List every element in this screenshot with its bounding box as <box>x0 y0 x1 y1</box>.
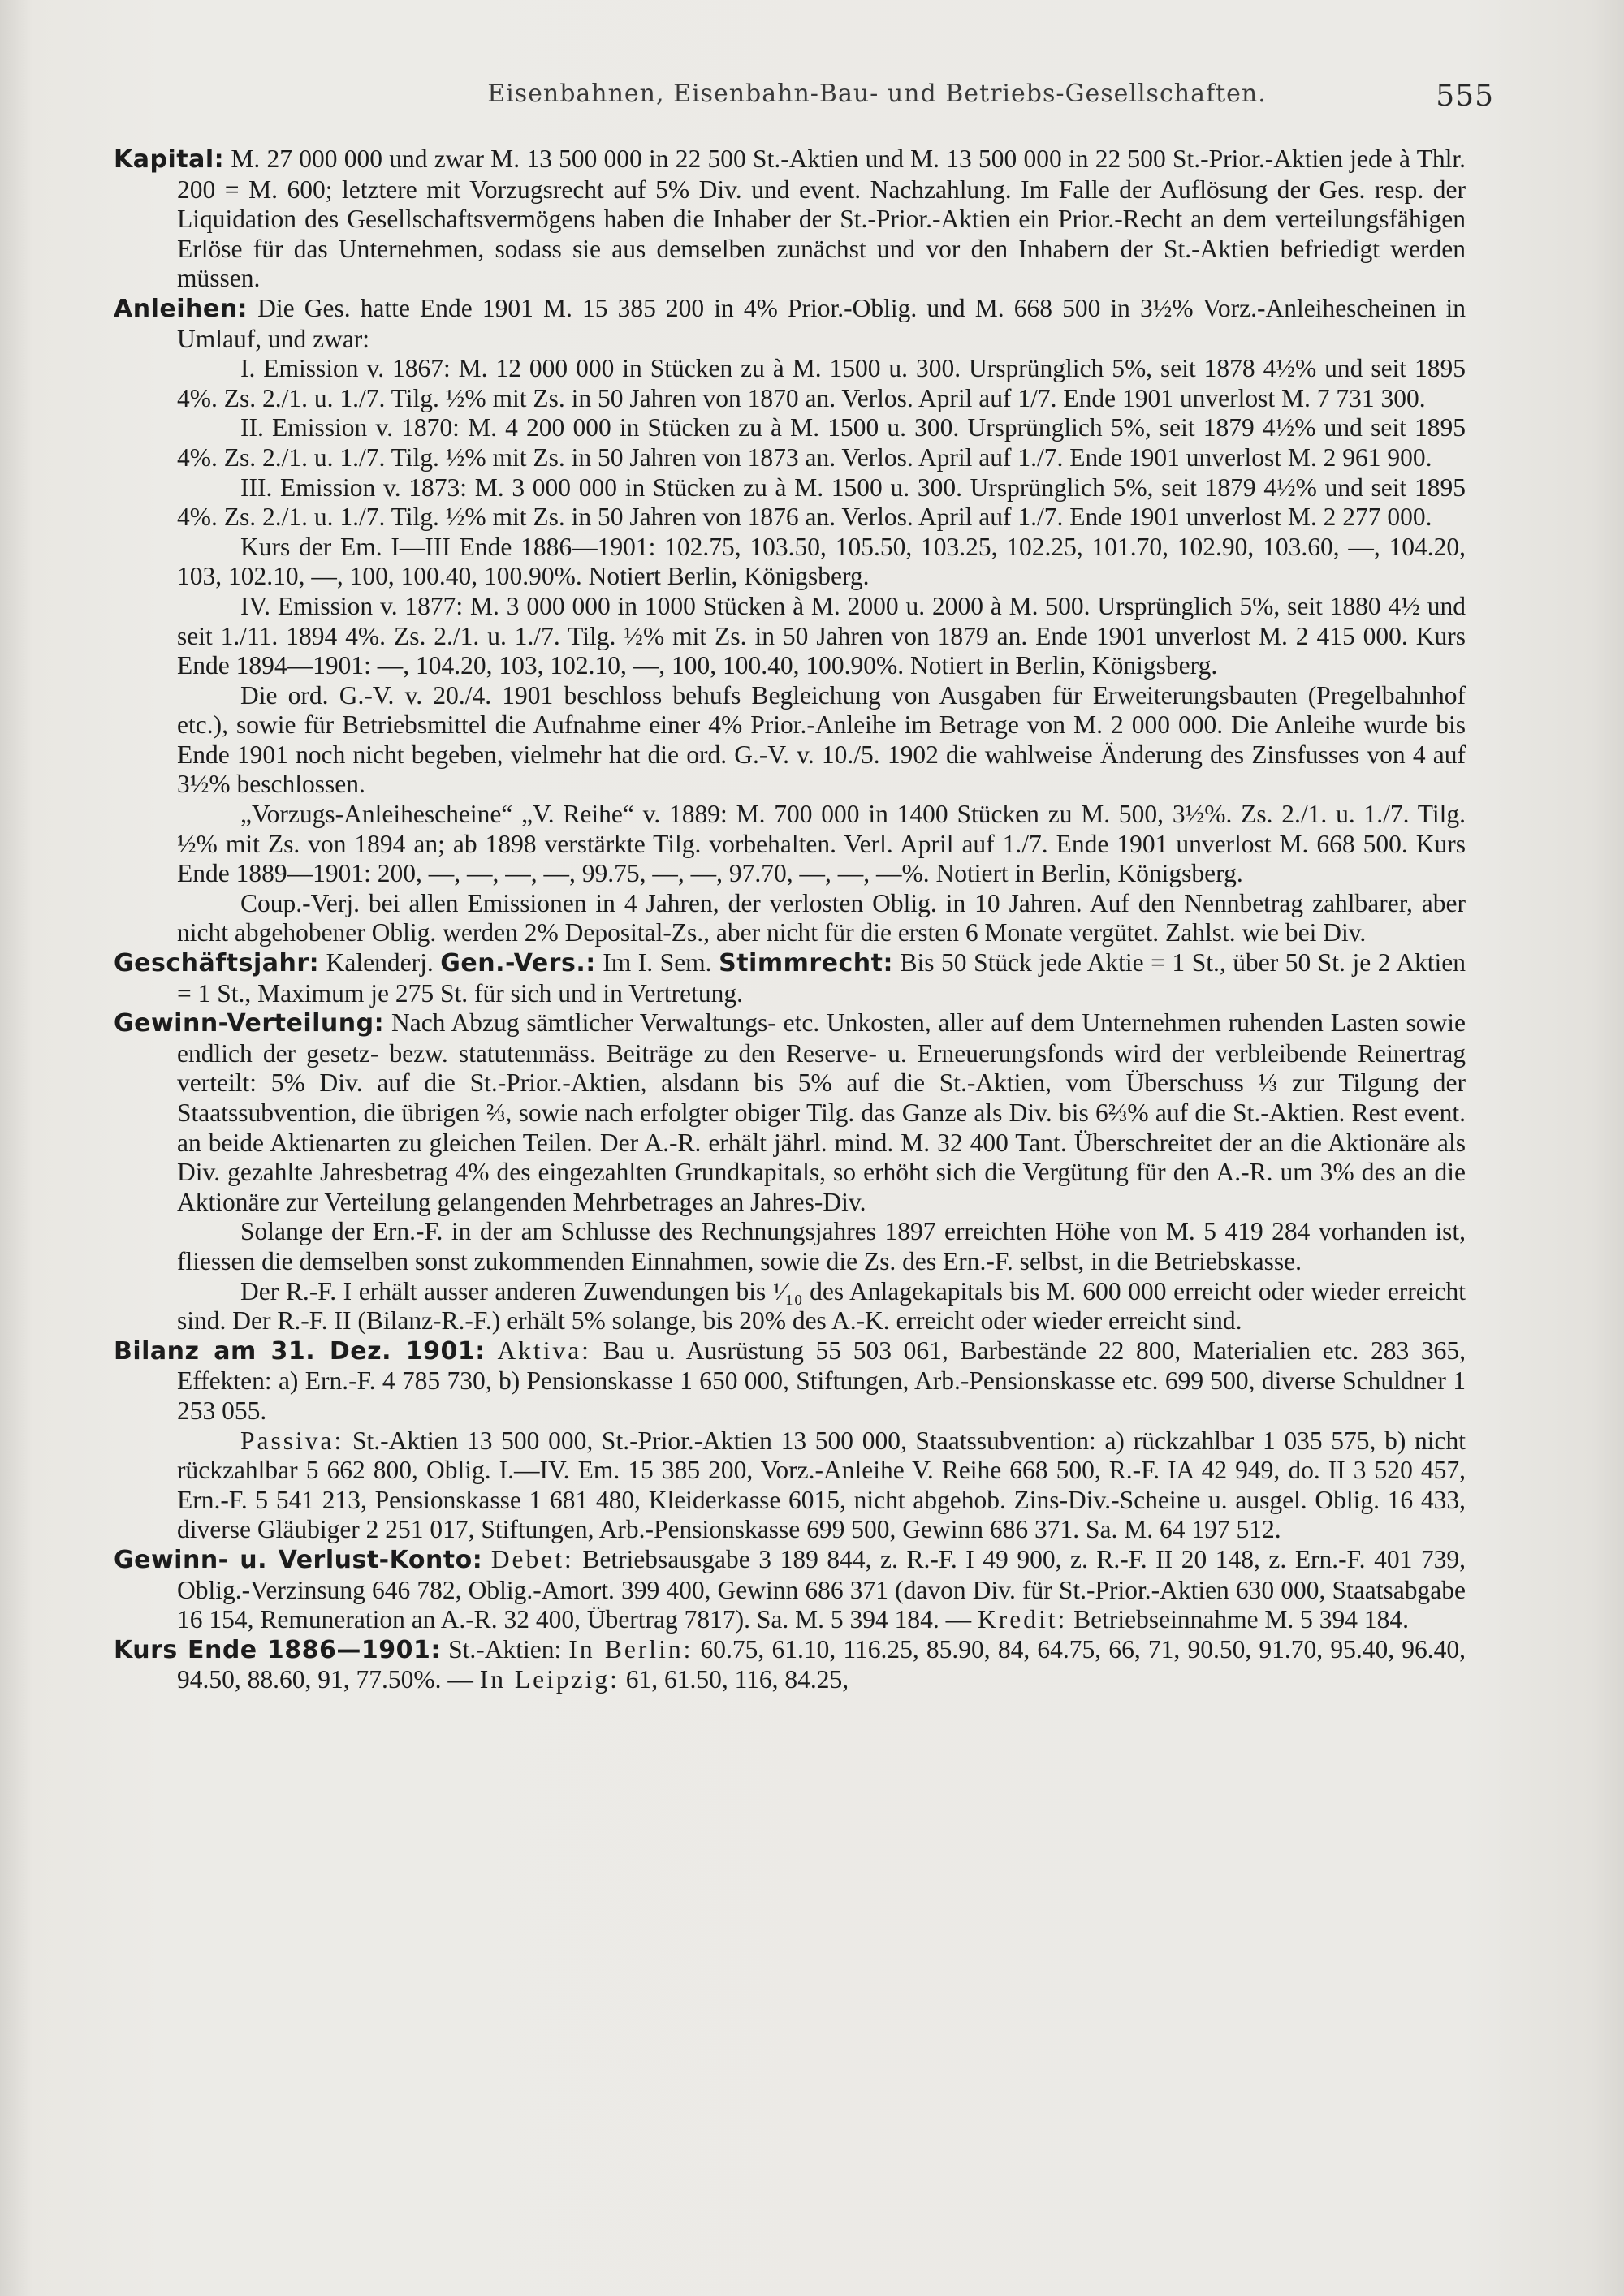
kurs-leipzig-label: In Leipzig: <box>479 1665 620 1694</box>
page-header-title: Eisenbahnen, Eisenbahn-Bau- und Betriebs-Gesellschaften. <box>487 80 1267 108</box>
gewinn-verteilung-text: Nach Abzug sämtlicher Verwaltungs- etc. Unkosten, aller auf dem Unternehmen ruhenden Lasten sowie endlich der gesetz- bezw. statutenmäss. Beiträge zu den Reserve- u. Erneuerungsfonds wird der verbleibende Reinertrag verteilt: 5% Div. auf die St.-Prior.-Aktien, alsdann bis 5% auf die St.-Aktien, vom Überschuss ⅓ zur Tilgung der Staatssubvention, die übrigen ⅔, sowie nach erfolgter obiger Tilg. das Ganze als Div. bis 6⅔% auf die St.-Aktien. Rest event. an beide Aktienarten zu gleichen Teilen. Der A.-R. erhält jährl. mind. M. 32 400 Tant. Überschreitet der an die Aktionäre als Div. gezahlte Jahresbetrag 4% des eingezahlten Grundkapitals, so erhöht sich die Vergütung für den A.-R. um 3% des an die Aktionäre zur Verteilung gelangenden Mehrbetrages an Jahres-Div. <box>177 1008 1466 1216</box>
section-heading-gen-vers: Gen.-Vers.: <box>440 949 596 978</box>
gewinn-verteilung-r-f: Der R.-F. I erhält ausser anderen Zuwendungen bis ¹⁄₁₀ des Anlagekapitals bis M. 600 000 erreicht oder wieder erreicht sind. Der R.-F. II (Bilanz-R.-F.) erhält 5% solange, bis 20% des A.-K. erreicht oder wieder erreicht sind. <box>177 1276 1466 1336</box>
bilanz-aktiva-label: Aktiva: <box>497 1336 591 1365</box>
kurs-st-aktien: St.-Aktien: <box>448 1634 562 1664</box>
section-kurs <box>114 1635 1466 1695</box>
geschaeftsjahr-text: Kalenderj. <box>326 948 434 978</box>
document-body <box>114 145 1466 1695</box>
running-header <box>106 80 1494 128</box>
bilanz-aktiva-text: Bau u. Ausrüstung 55 503 061, Barbestände 22 800, Materialien etc. 283 365, Effekten: a) Ern.-F. 4 785 730, b) Pensionskasse 1 650 000, Stiftungen, Arb.-Pensionskasse etc. 699 500, diverse Schuldner 1 253 055. <box>177 1336 1466 1425</box>
anleihen-kurs: Kurs der Em. I—III Ende 1886—1901: 102.75, 103.50, 105.50, 103.25, 102.25, 101.70, 102.90, 103.60, —, 104.20, 103, 102.10, —, 100, 100.40, 100.90%. Notiert Berlin, Königsberg. <box>177 532 1466 591</box>
gewinn-verlust-debet-label: Debet: <box>490 1544 574 1573</box>
anleihen-emission-1: I. Emission v. 1867: M. 12 000 000 in Stücken zu à M. 1500 u. 300. Ursprünglich 5%, seit 1878 4½% und seit 1895 4%. Zs. 2./1. u. 1./7. Tilg. ½% mit Zs. in 50 Jahren von 1870 an. Verlos. April auf 1/7. Ende 1901 unverlost M. 7 731 300. <box>177 354 1466 412</box>
bilanz-passiva-label: Passiva: <box>240 1426 344 1455</box>
section-heading-anleihen: Anleihen: <box>114 294 248 323</box>
section-gewinn-verlust <box>114 1545 1466 1635</box>
section-heading-geschaeftsjahr: Geschäftsjahr: <box>114 949 320 978</box>
kapital-text: M. 27 000 000 und zwar M. 13 500 000 in 22 500 St.-Aktien und M. 13 500 000 in 22 500 St.-Prior.-Aktien jede à Thlr. 200 = M. 600; letztere mit Vorzugsrecht auf 5% Div. und event. Nachzahlung. Im Falle der Auflösung der Ges. resp. der Liquidation des Gesellschaftsvermögens haben die Inhaber der St.-Prior.-Aktien ein Prior.-Recht an dem verteilungsfähigen Erlöse für das Unternehmen, sodass sie aus demselben zunächst und vor den Inhabern der St.-Aktien befriedigt werden müssen. <box>177 145 1466 293</box>
gewinn-verlust-kredit-label: Kredit: <box>978 1605 1068 1634</box>
kurs-berlin-text: 60.75, 61.10, 116.25, 85.90, 84, 64.75, 66, 71, 90.50, 91.70, 95.40, 96.40, 94.50, 88.60, 91, 77.50%. — <box>177 1634 1466 1694</box>
anleihen-emission-4: IV. Emission v. 1877: M. 3 000 000 in 1000 Stücken à M. 2000 u. 2000 à M. 500. Ursprünglich 5%, seit 1880 4½ und seit 1./11. 1894 4%. Zs. 2./1. u. 1./7. Tilg. ½% mit Zs. in 50 Jahren von 1879 an. Ende 1901 unverlost M. 2 415 000. Kurs Ende 1894—1901: —, 104.20, 103, 102.10, —, 100, 100.40, 100.90%. Notiert in Berlin, Königsberg. <box>177 591 1466 680</box>
anleihen-vorzugs-anleihescheine: „Vorzugs-Anleihescheine“ „V. Reihe“ v. 1889: M. 700 000 in 1400 Stücken zu M. 500, 3½%. Zs. 2./1. u. 1./7. Tilg. ½% mit Zs. von 1894 an; ab 1898 verstärkte Tilg. vorbehalten. Verl. April auf 1./7. Ende 1901 unverlost M. 668 500. Kurs Ende 1889—1901: 200, —, —, —, —, 99.75, —, —, 97.70, —, —, —%. Notiert in Berlin, Königsberg. <box>177 800 1466 888</box>
kurs-leipzig-text: 61, 61.50, 116, 84.25, <box>625 1665 849 1694</box>
kurs-berlin-label: In Berlin: <box>568 1634 693 1664</box>
section-heading-gewinn-verteilung: Gewinn-Verteilung: <box>114 1009 385 1038</box>
anleihen-coup-verj: Coup.-Verj. bei allen Emissionen in 4 Jahren, der verlosten Oblig. in 10 Jahren. Auf den Nennbetrag zahlbarer, aber nicht abgehobener Oblig. werden 2% Deposital-Zs., aber nicht für die ersten 6 Monate vergütet. Zahlst. wie bei Div. <box>177 888 1466 947</box>
gewinn-verlust-kredit-text: Betriebseinnahme M. 5 394 184. <box>1073 1605 1410 1634</box>
anleihen-emission-3: III. Emission v. 1873: M. 3 000 000 in Stücken zu à M. 1500 u. 300. Ursprünglich 5%, seit 1879 4½% und seit 1895 4%. Zs. 2./1. u. 1./7. Tilg. ½% mit Zs. in 50 Jahren von 1876 an. Verlos. April auf 1./7. Ende 1901 unverlost M. 2 277 000. <box>177 473 1466 532</box>
section-kapital <box>114 145 1466 294</box>
section-geschaeftsjahr <box>114 948 1466 1008</box>
section-bilanz <box>114 1336 1466 1545</box>
section-heading-kapital: Kapital: <box>114 145 225 174</box>
section-gewinn-verteilung <box>114 1008 1466 1336</box>
gen-vers-text: Im I. Sem. <box>603 948 712 978</box>
gewinn-verlust-debet-text: Betriebsausgabe 3 189 844, z. R.-F. I 49 900, z. R.-F. II 20 148, z. Ern.-F. 401 739, Oblig.-Verzinsung 646 782, Oblig.-Amort. 399 400, Gewinn 686 371 (davon Div. für St.-Prior.-Aktien 630 000, Staatsabgabe 16 154, Remuneration an A.-R. 32 400, Übertrag 7817). Sa. M. 5 394 184. — <box>177 1544 1466 1634</box>
page-number: 555 <box>1436 80 1494 113</box>
section-heading-stimmrecht: Stimmrecht: <box>719 949 893 978</box>
section-anleihen <box>114 294 1466 948</box>
bilanz-passiva <box>177 1426 1466 1545</box>
gewinn-verteilung-ern-f: Solange der Ern.-F. in der am Schlusse des Rechnungsjahres 1897 erreichten Höhe von M. 5 419 284 vorhanden ist, fliessen die demselben sonst zukommenden Einnahmen, sowie die Zs. des Ern.-F. selbst, in die Betriebskasse. <box>177 1217 1466 1275</box>
anleihen-gv-beschluss: Die ord. G.-V. v. 20./4. 1901 beschloss behufs Begleichung von Ausgaben für Erweiterungsbauten (Pregelbahnhof etc.), sowie für Betriebsmittel die Aufnahme einer 4% Prior.-Anleihe im Betrage von M. 2 000 000. Die Anleihe wurde bis Ende 1901 noch nicht begeben, vielmehr hat die ord. G.-V. v. 10./5. 1902 die wahlweise Änderung des Zinsfusses von 4 auf 3½% beschlossen. <box>177 680 1466 799</box>
anleihen-intro: Die Ges. hatte Ende 1901 M. 15 385 200 in 4% Prior.-Oblig. und M. 668 500 in 3½% Vorz.-Anleihescheinen in Umlauf, und zwar: <box>177 293 1466 353</box>
section-heading-kurs: Kurs Ende 1886—1901: <box>114 1635 441 1664</box>
section-heading-bilanz: Bilanz am 31. Dez. 1901: <box>114 1336 486 1366</box>
anleihen-emission-2: II. Emission v. 1870: M. 4 200 000 in Stücken zu à M. 1500 u. 300. Ursprünglich 5%, seit 1879 4½% und seit 1895 4%. Zs. 2./1. u. 1./7. Tilg. ½% mit Zs. in 50 Jahren von 1873 an. Verlos. April auf 1./7. Ende 1901 unverlost M. 2 961 900. <box>177 413 1466 472</box>
bilanz-passiva-text: St.-Aktien 13 500 000, St.-Prior.-Aktien 13 500 000, Staatssubvention: a) rückzahlbar 1 035 575, b) nicht rückzahlbar 5 662 800, Oblig. I.—IV. Em. 15 385 200, Vorz.-Anleihe V. Reihe 668 500, R.-F. IA 42 949, do. II 3 520 457, Ern.-F. 5 541 213, Pensionskasse 1 681 480, Kleiderkasse 6015, nicht abgehob. Zins-Div.-Scheine u. ausgel. Oblig. 16 433, diverse Gläubiger 2 251 017, Stiftungen, Arb.-Pensionskasse 699 500, Gewinn 686 371. Sa. M. 64 197 512. <box>177 1426 1466 1544</box>
stimmrecht-text: Bis 50 Stück jede Aktie = 1 St., über 50 St. je 2 Aktien = 1 St., Maximum je 275 St. für sich und in Vertretung. <box>177 948 1466 1008</box>
section-heading-gewinn-verlust: Gewinn- u. Verlust-Konto: <box>114 1545 483 1574</box>
